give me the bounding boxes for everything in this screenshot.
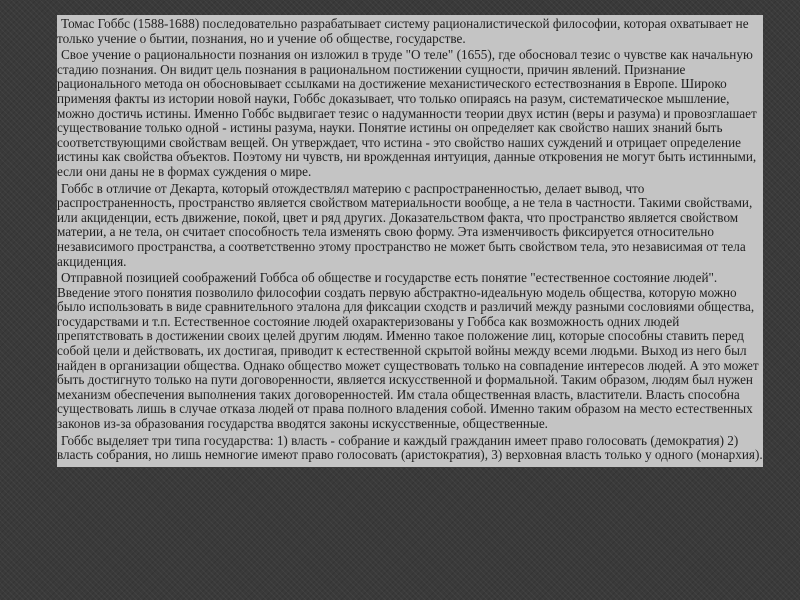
text-panel xyxy=(57,15,763,467)
paragraph-matter-space: Гоббс в отличие от Декарта, который отождествлял материю с распространенностью, делает вывод, что распространенность, пространство является свойством материальности вообще, а не тела в частности. Такими свойствами, или акциденции, есть движение, покой, цвет и ряд других. Доказательством факта, что пространство является свойством материи, а не тела, он считает способность тела изменять свою форму. Эта изменчивость фиксируется относительно независимого пространства, а соответственно этому пространство не может быть свойством тела, это независимая от тела акциденция. xyxy=(57,180,753,269)
paragraph-intro: Томас Гоббс (1588-1688) последовательно разрабатывает систему рационалистической философии, которая охватывает не только учение о бытии, познания, но и учение об обществе, государстве. xyxy=(57,16,749,46)
paragraph-state-types: Гоббс выделяет три типа государства: 1) власть - собрание и каждый гражданин имеет право голосовать (демократия) 2) власть собрания, но лишь немногие имеют право голосовать (аристократия), 3) верховная власть только у одного (монархия). xyxy=(57,432,763,463)
paragraph-society-state: Отправной позицией соображений Гоббса об обществе и государстве есть понятие "естественное состояние людей". Введение этого понятия позволило философии создать первую абстрактно-идеальную модель общества, которую можно было использовать в виде сравнительного эталона для фиксации сходств и различий между разными сословиями общества, государствами и т.п. Естественное состояние людей охарактеризованы у Гоббса как возможность одних людей препятствовать в достижении своих целей другим людям. Именно такое положение лиц, которые способны ставить перед собой цели и действовать, их достигая, приводит к естественной скрытой войны между всеми людьми. Выход из него был найден в организации общества. Однако общество может существовать только на совпадение интересов людей. А это может быть достигнуто только на пути договоренности, является искусственной и формальной. Таким образом, людям был нужен механизм обеспечения выполнения таких договоренностей. Им стала общественная власть, властители. Власть способна существовать лишь в случае отказа людей от права полного владения собой. Именно таким образом на место естественных законов из-за образования государства вводятся законы искусственные, общественные. xyxy=(57,270,759,432)
paragraph-cognition: Свое учение о рациональности познания он изложил в труде "О теле" (1655), где обосновал тезис о чувстве как начальную стадию познания. Он видит цель познания в рациональном постижении сущности, причин явлений. Признание рационального метода он обосновывает ссылками на достижение механистического естествознания в Европе. Широко применяя факты из истории новой науки, Гоббс доказывает, что только опираясь на разум, систематическое мышление, можно достичь истины. Именно Гоббс выдвигает тезис о надуманности теории двух истин (веры и разума) и провозглашает существование только одной - истины разума, науки. Понятие истины он определяет как свойство наших знаний быть соответствующими свойствам вещей. Он утверждает, что истина - это свойство наших суждений и отрицает определение истины как свойства объектов. Поэтому ни чувств, ни врожденная интуиция, данные откровения не могут быть истинными, если они даны не в формах суждения о мире. xyxy=(57,47,757,179)
